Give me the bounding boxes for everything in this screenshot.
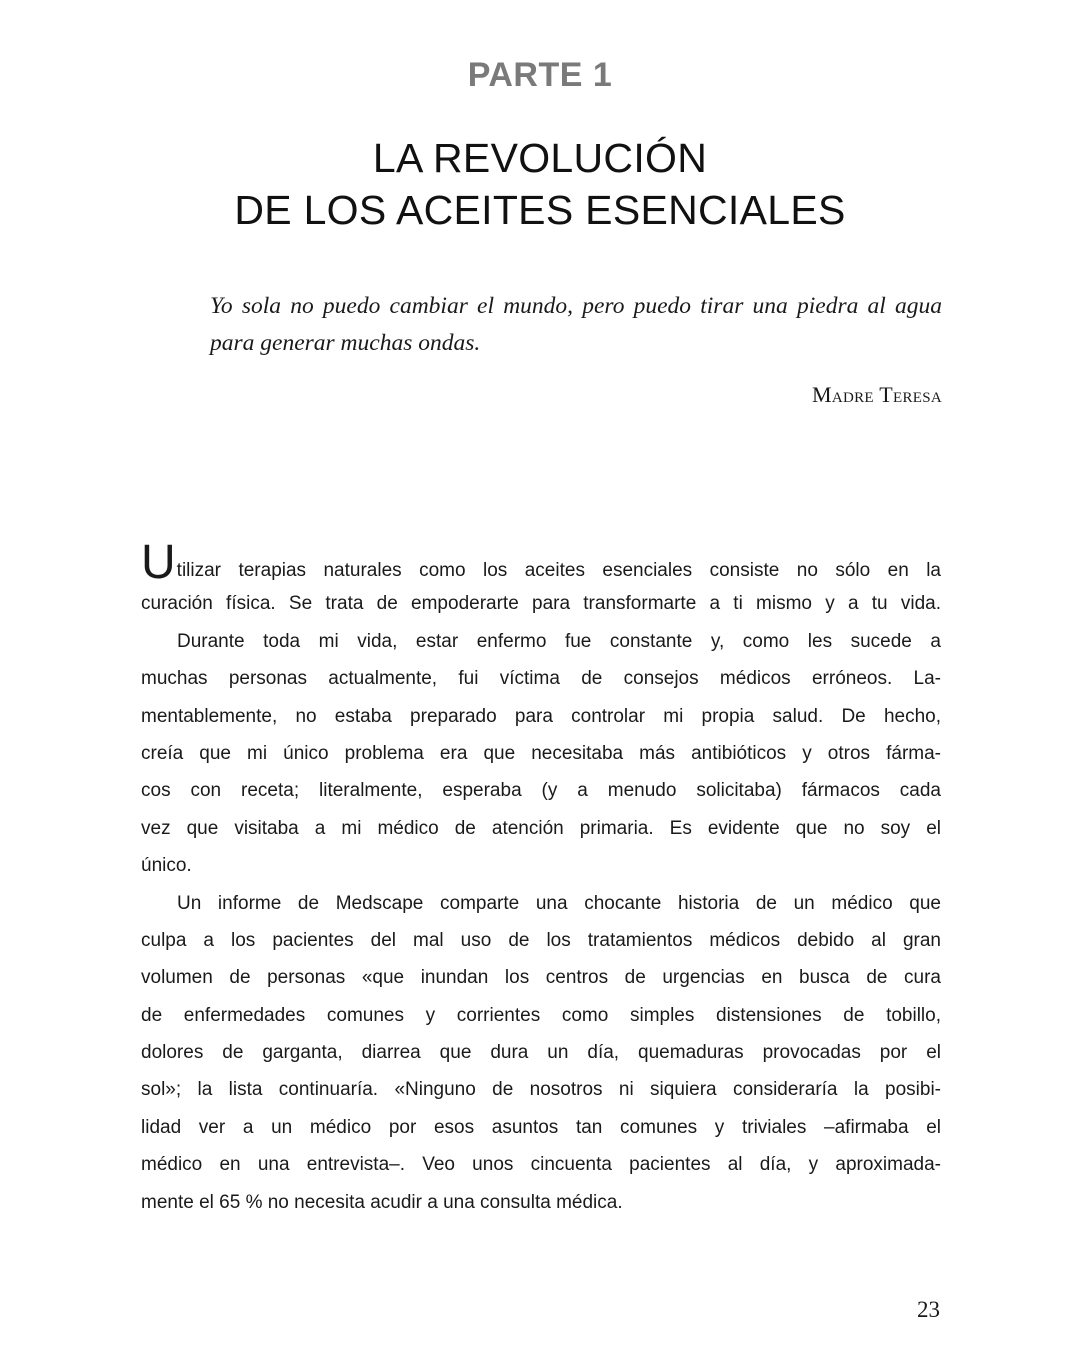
body-line: culpa a los pacientes del mal uso de los tratamientos médicos debido al gran <box>141 929 941 951</box>
body-line: sol»; la lista continuaría. «Ninguno de nosotros ni siquiera consideraría la posibi- <box>141 1079 941 1101</box>
body-line: dolores de garganta, diarrea que dura un día, quemaduras provocadas por el <box>141 1042 941 1064</box>
body-line-text: tilizar terapias naturales como los aceites esenciales consiste no sólo en la <box>176 560 941 581</box>
body-line: curación física. Se trata de empoderarte para transformarte a ti mismo y a tu vida. <box>141 593 941 615</box>
epigraph-line: Yo sola no puedo cambiar el mundo, pero puedo tirar una piedra al agua <box>210 293 942 319</box>
epigraph-attribution: Madre Teresa <box>811 382 942 407</box>
drop-cap: U <box>141 536 176 589</box>
body-line: lidad ver a un médico por esos asuntos tan comunes y triviales –afirmaba el <box>141 1116 941 1138</box>
body-line: Durante toda mi vida, estar enfermo fue constante y, como les sucede a <box>177 630 941 652</box>
page-number: 23 <box>917 1297 940 1322</box>
body-line <box>141 536 941 589</box>
body-line: médico en una entrevista–. Veo unos cincuenta pacientes al día, y aproximada- <box>141 1154 941 1176</box>
body-line: mentablemente, no estaba preparado para controlar mi propia salud. De hecho, <box>141 705 941 727</box>
chapter-title-line: LA REVOLUCIÓN <box>372 135 708 181</box>
body-line: vez que visitaba a mi médico de atención primaria. Es evidente que no soy el <box>141 817 941 839</box>
body-line: mente el 65 % no necesita acudir a una consulta médica. <box>141 1191 623 1213</box>
epigraph-line: para generar muchas ondas. <box>210 330 481 356</box>
body-line: muchas personas actualmente, fui víctima de consejos médicos erróneos. La- <box>141 668 941 690</box>
body-line: de enfermedades comunes y corrientes como simples distensiones de tobillo, <box>141 1004 941 1026</box>
part-label: PARTE 1 <box>467 56 613 94</box>
body-line: cos con receta; literalmente, esperaba (y a menudo solicitaba) fármacos cada <box>141 780 941 802</box>
body-line: único. <box>141 855 192 877</box>
chapter-title <box>0 132 1080 236</box>
body-text <box>141 536 941 1221</box>
body-line: volumen de personas «que inundan los centros de urgencias en busca de cura <box>141 967 941 989</box>
epigraph-quote <box>210 288 942 362</box>
body-line: creía que mi único problema era que necesitaba más antibióticos y otros fárma- <box>141 742 941 764</box>
body-line: Un informe de Medscape comparte una chocante historia de un médico que <box>177 892 941 914</box>
chapter-title-line: DE LOS ACEITES ESENCIALES <box>234 187 846 233</box>
